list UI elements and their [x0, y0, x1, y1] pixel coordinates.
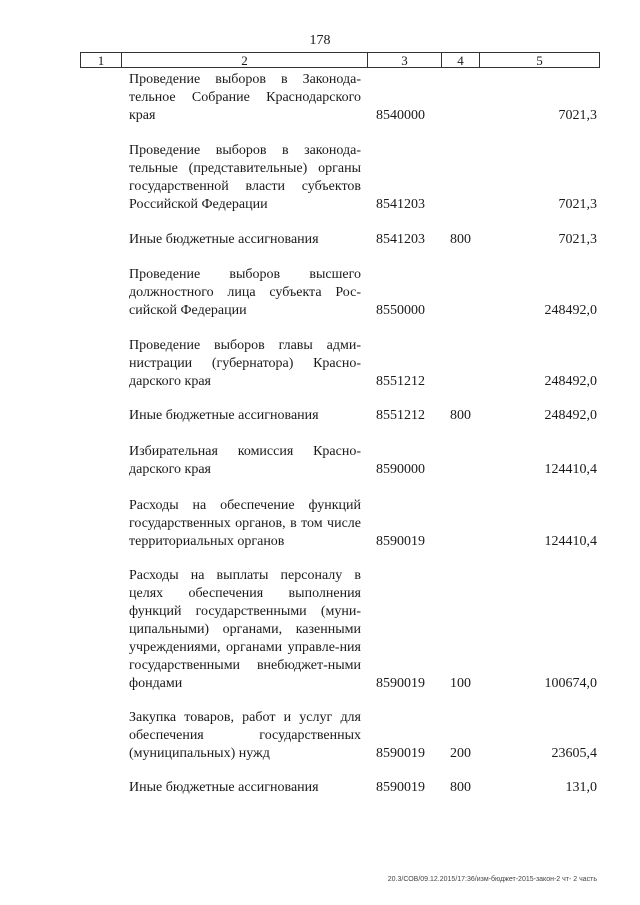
row-amount: 248492,0	[544, 408, 597, 423]
row-name: Избирательная комиссия Красно-дарского края	[129, 444, 361, 477]
header-col-3: 3	[368, 53, 442, 67]
row-name: Иные бюджетные ассигнования	[129, 780, 319, 795]
footer-document-reference: 20.3/СОВ/09.12.2015/17:36/изм-бюджет-2015-закон-2 чт- 2 часть	[387, 876, 597, 883]
row-amount: 7021,3	[558, 108, 597, 123]
row-name: Проведение выборов главы адми-нистрации (губернатора) Красно-дарского края	[129, 338, 361, 389]
table-header-row	[80, 52, 600, 68]
row-name: Закупка товаров, работ и услуг для обеспечения государственных (муниципальных) нужд	[129, 710, 361, 761]
row-code: 8541203	[376, 232, 425, 247]
row-name: Расходы на выплаты персоналу в целях обеспечения выполнения функций государственными (муни-ципальными) органами, казенными учреждениями, органами управле-ния государственными внебюджет-ными фондами	[129, 568, 361, 691]
row-amount: 124410,4	[544, 534, 597, 549]
row-code: 8590019	[376, 780, 425, 795]
row-code: 8541203	[376, 197, 425, 212]
row-name: Проведение выборов в Законода-тельное Собрание Краснодарского края	[129, 72, 361, 123]
row-name: Расходы на обеспечение функций государственных органов, в том числе территориальных органов	[129, 498, 361, 549]
row-code: 8590019	[376, 676, 425, 691]
row-expense-type: 800	[450, 408, 471, 423]
row-code: 8590019	[376, 534, 425, 549]
row-expense-type: 100	[450, 676, 471, 691]
row-amount: 248492,0	[544, 374, 597, 389]
row-amount: 7021,3	[558, 232, 597, 247]
row-name: Иные бюджетные ассигнования	[129, 408, 319, 423]
row-expense-type: 800	[450, 780, 471, 795]
row-expense-type: 200	[450, 746, 471, 761]
row-name: Проведение выборов в законода-тельные (представительные) органы государственной власти субъектов Российской Федерации	[129, 143, 361, 212]
row-code: 8590000	[376, 462, 425, 477]
row-code: 8551212	[376, 374, 425, 389]
row-code: 8540000	[376, 108, 425, 123]
row-name: Проведение выборов высшего должностного лица субъекта Рос-сийской Федерации	[129, 267, 361, 318]
row-expense-type: 800	[450, 232, 471, 247]
header-col-1: 1	[81, 53, 122, 67]
header-col-2: 2	[122, 53, 368, 67]
row-amount: 7021,3	[558, 197, 597, 212]
row-amount: 100674,0	[544, 676, 597, 691]
row-amount: 124410,4	[544, 462, 597, 477]
row-code: 8550000	[376, 303, 425, 318]
row-amount: 248492,0	[544, 303, 597, 318]
row-code: 8551212	[376, 408, 425, 423]
row-amount: 23605,4	[551, 746, 597, 761]
page-number: 178	[309, 33, 331, 48]
header-col-5: 5	[536, 52, 543, 68]
row-code: 8590019	[376, 746, 425, 761]
row-name: Иные бюджетные ассигнования	[129, 232, 319, 247]
row-amount: 131,0	[565, 780, 597, 795]
header-col-4: 4	[442, 53, 480, 67]
